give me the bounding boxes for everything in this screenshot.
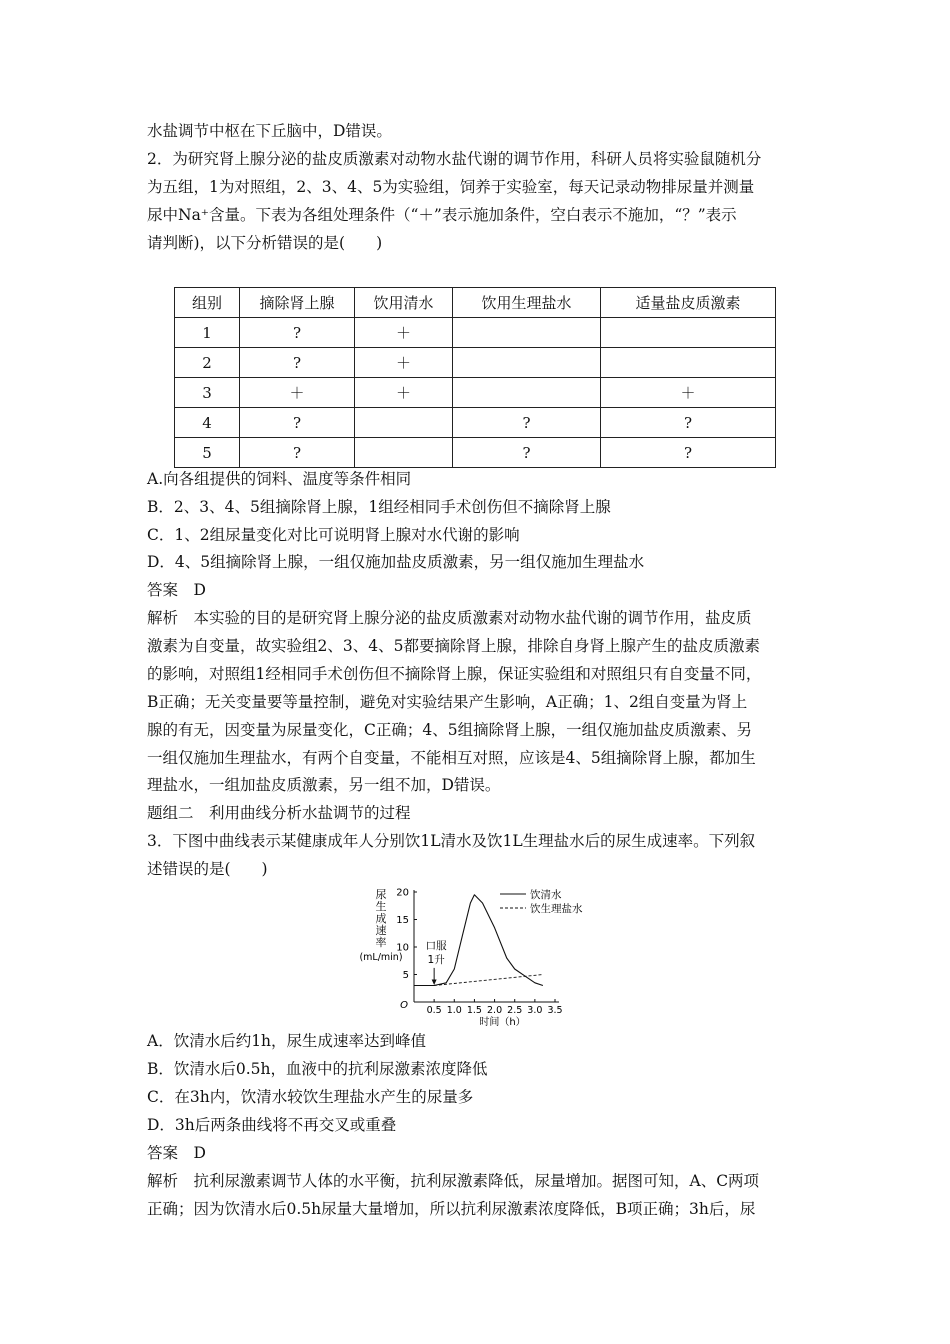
table-row xyxy=(175,378,776,408)
urine-rate-chart xyxy=(350,884,600,1026)
answer-line: 答案 D xyxy=(147,581,206,599)
analysis-line: 正确；因为饮清水后0.5h尿量大量增加，所以抗利尿激素浓度降低，B项正确；3h后，尿 xyxy=(147,1200,756,1218)
x-tick-label: 3.0 xyxy=(527,1005,543,1016)
x-tick-label: 3.5 xyxy=(547,1005,563,1016)
table-cell xyxy=(355,408,453,438)
table-cell: ＋ xyxy=(601,378,776,408)
table-cell: 5 xyxy=(175,438,240,468)
table-header-row xyxy=(175,288,776,318)
analysis-line: 理盐水，一组加盐皮质激素，另一组不加，D错误。 xyxy=(147,776,501,794)
table-cell: ? xyxy=(240,408,355,438)
analysis-line: 解析 本实验的目的是研究肾上腺分泌的盐皮质激素对动物水盐代谢的调节作用，盐皮质 xyxy=(147,609,752,627)
table-cell: ? xyxy=(601,438,776,468)
analysis-line: 激素为自变量，故实验组2、3、4、5都要摘除肾上腺，排除自身肾上腺产生的盐皮质激素 xyxy=(147,637,760,655)
x-tick-label: 2.0 xyxy=(487,1005,503,1016)
table-cell: ? xyxy=(453,408,601,438)
legend-label: 饮生理盐水 xyxy=(530,903,583,915)
table-header-cell: 组别 xyxy=(175,288,240,318)
y-axis-label-char: 成 xyxy=(375,912,387,925)
question-2-text: 2．为研究肾上腺分泌的盐皮质激素对动物水盐代谢的调节作用，科研人员将实验鼠随机分 xyxy=(147,150,762,168)
table-cell xyxy=(601,348,776,378)
table-row xyxy=(175,318,776,348)
table-row xyxy=(175,438,776,468)
option-a: A.向各组提供的饲料、温度等条件相同 xyxy=(147,470,412,488)
y-tick-label: 5 xyxy=(402,970,409,981)
table-cell: 2 xyxy=(175,348,240,378)
analysis-line: 解析 抗利尿激素调节人体的水平衡，抗利尿激素降低，尿量增加。据图可知，A、C两项 xyxy=(147,1172,760,1190)
question-2-text: 为五组，1为对照组，2、3、4、5为实验组，饲养于实验室，每天记录动物排尿量并测量 xyxy=(147,178,755,196)
table-cell: ＋ xyxy=(240,378,355,408)
analysis-line: 腺的有无，因变量为尿量变化，C正确；4、5组摘除肾上腺，一组仅施加盐皮质激素、另 xyxy=(147,721,753,739)
treatment-table xyxy=(174,287,776,468)
analysis-line: 一组仅施加生理盐水，有两个自变量，不能相互对照，应该是4、5组摘除肾上腺，都加生 xyxy=(147,749,756,767)
table-header-cell: 饮用清水 xyxy=(355,288,453,318)
table-cell: ＋ xyxy=(355,318,453,348)
question-3-text: 3．下图中曲线表示某健康成年人分别饮1L清水及饮1L生理盐水后的尿生成速率。下列叙 xyxy=(147,832,756,850)
annotation-label: 1升 xyxy=(427,954,445,966)
option-c: C．1、2组尿量变化对比可说明肾上腺对水代谢的影响 xyxy=(147,526,520,544)
y-tick-label: 20 xyxy=(396,887,409,899)
y-axis-label-char: 尿 xyxy=(375,888,387,901)
option-b: B．饮清水后0.5h，血液中的抗利尿激素浓度降低 xyxy=(147,1060,488,1078)
table-cell: ? xyxy=(601,408,776,438)
x-tick-label: 1.5 xyxy=(466,1005,482,1016)
table-cell: ＋ xyxy=(355,378,453,408)
table-cell: ? xyxy=(240,318,355,348)
option-c: C．在3h内，饮清水较饮生理盐水产生的尿量多 xyxy=(147,1088,474,1106)
table-cell: ? xyxy=(240,348,355,378)
table-header-cell: 摘除肾上腺 xyxy=(240,288,355,318)
section-title: 题组二 利用曲线分析水盐调节的过程 xyxy=(147,804,411,822)
table-cell xyxy=(453,318,601,348)
answer-line: 答案 D xyxy=(147,1144,206,1162)
table-cell: 1 xyxy=(175,318,240,348)
table-cell xyxy=(453,348,601,378)
y-axis-unit: (mL/min) xyxy=(359,952,403,963)
question-2-text: 请判断)，以下分析错误的是( ) xyxy=(147,234,383,252)
annotation-label: 口服 xyxy=(425,940,447,952)
option-d: D．3h后两条曲线将不再交叉或重叠 xyxy=(147,1116,397,1134)
x-axis-label: 时间（h） xyxy=(479,1017,526,1026)
table-cell: ＋ xyxy=(355,348,453,378)
y-axis-label-char: 速 xyxy=(375,924,387,937)
table-cell xyxy=(453,378,601,408)
arrow-head-icon xyxy=(432,979,437,985)
table-cell: ? xyxy=(453,438,601,468)
legend-label: 饮清水 xyxy=(530,889,562,901)
x-tick-label: 1.0 xyxy=(446,1005,462,1016)
option-b: B．2、3、4、5组摘除肾上腺，1组经相同手术创伤但不摘除肾上腺 xyxy=(147,498,611,516)
question-3-text: 述错误的是( ) xyxy=(147,860,268,878)
y-tick-label: 10 xyxy=(396,942,409,954)
origin-label: O xyxy=(400,1000,408,1011)
table-row xyxy=(175,408,776,438)
option-a: A．饮清水后约1h，尿生成速率达到峰值 xyxy=(147,1032,427,1050)
table-cell: 3 xyxy=(175,378,240,408)
table-cell: ? xyxy=(240,438,355,468)
table-header-cell: 适量盐皮质激素 xyxy=(601,288,776,318)
table-cell xyxy=(355,438,453,468)
table-row xyxy=(175,348,776,378)
table-header-cell: 饮用生理盐水 xyxy=(453,288,601,318)
table-cell xyxy=(601,318,776,348)
paragraph-line: 水盐调节中枢在下丘脑中，D错误。 xyxy=(147,122,392,140)
y-tick-label: 15 xyxy=(396,915,409,926)
y-axis-label-char: 率 xyxy=(375,936,387,949)
analysis-line: 的影响，对照组1经相同手术创伤但不摘除肾上腺，保证实验组和对照组只有自变量不同， xyxy=(147,665,762,683)
option-d: D．4、5组摘除肾上腺，一组仅施加盐皮质激素，另一组仅施加生理盐水 xyxy=(147,553,645,571)
y-axis-label-char: 生 xyxy=(375,900,387,913)
x-tick-label: 0.5 xyxy=(426,1005,442,1016)
analysis-line: B正确；无关变量要等量控制，避免对实验结果产生影响，A正确；1、2组自变量为肾上 xyxy=(147,693,748,711)
x-tick-label: 2.5 xyxy=(507,1005,523,1016)
table-cell: 4 xyxy=(175,408,240,438)
question-2-text: 尿中Na⁺含量。下表为各组处理条件（“＋”表示施加条件，空白表示不施加，“？”表示 xyxy=(147,206,737,224)
